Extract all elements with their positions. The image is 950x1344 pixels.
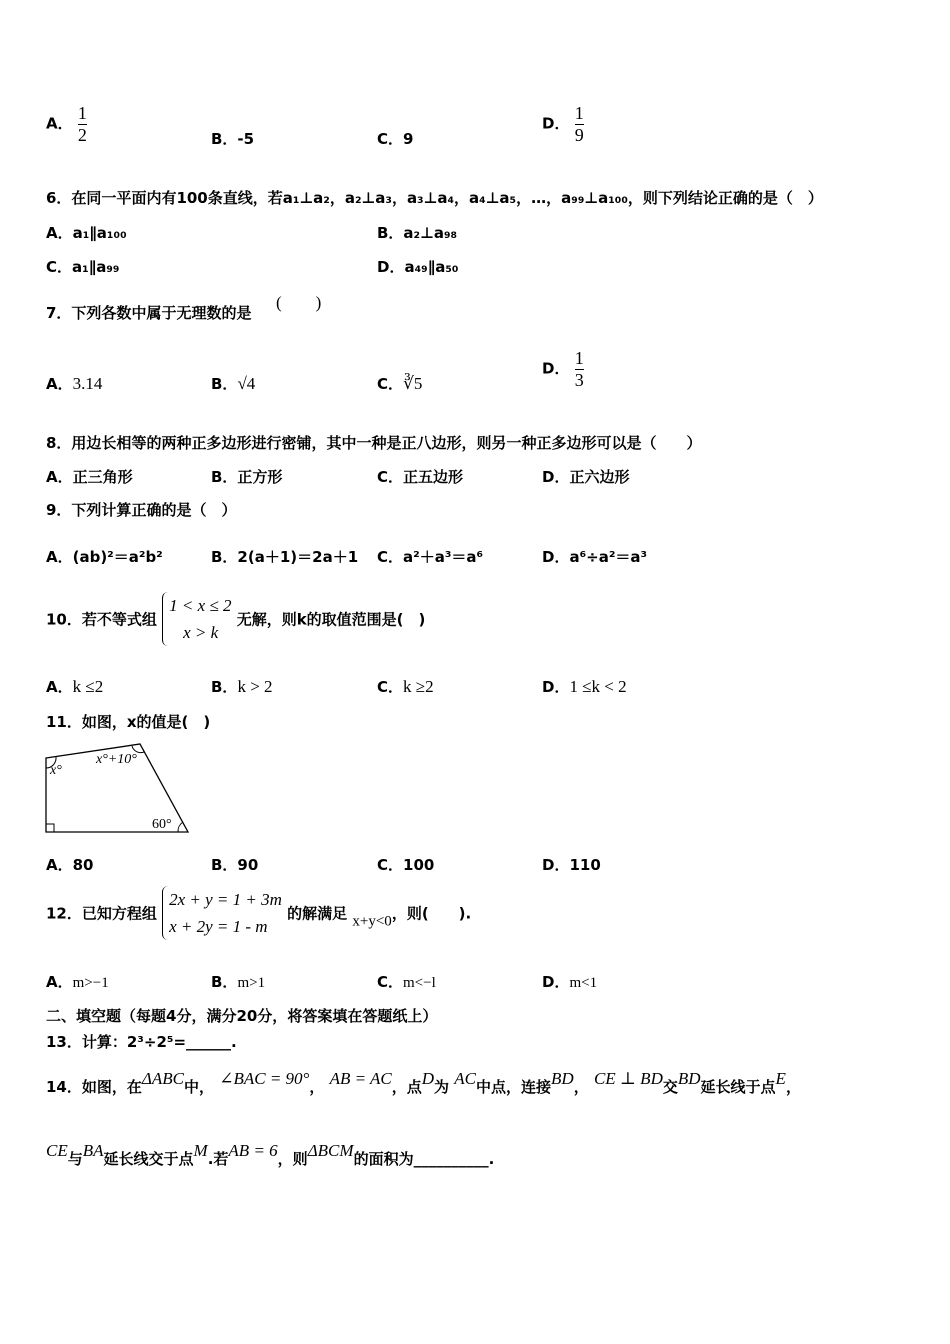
fraction: $\frac{1}{9}$: [574, 103, 584, 145]
q6-option-c: C．a₁∥a₉₉: [46, 258, 120, 276]
fraction: $\frac{1}{3}$: [574, 348, 584, 390]
section-title: 二、填空题（每题4分，满分20分，将答案填在答题纸上）: [46, 1007, 438, 1025]
q10-option-b: B．k > 2: [211, 677, 273, 696]
label-x-plus-10: x°+10°: [96, 752, 137, 767]
q9-option-c: C．a²＋a³＝a⁶: [377, 548, 484, 566]
q7-stem: 7．下列各数中属于无理数的是: [46, 304, 252, 322]
angle-arc-60: [178, 822, 183, 832]
q14-line2: CE与BA延长线交于点M.若AB = 6，则ΔBCM的面积为__________.: [46, 1141, 495, 1168]
label-x: x°: [50, 763, 62, 778]
q5-option-d: D． $\frac{1}{9}$: [542, 103, 584, 145]
q12-option-a: A．m>−1: [46, 973, 109, 991]
q7-option-c: C．∛5: [377, 374, 423, 393]
q8-stem: 8．用边长相等的两种正多边形进行密铺，其中一种是正八边形，则另一种正多边形可以是（ ）: [46, 434, 702, 452]
q10-stem: 10．若不等式组 1 < x ≤ 2 x > k 无解，则k的取值范围是( ): [46, 592, 425, 646]
q6-option-d: D．a₄₉∥a₅₀: [377, 258, 459, 276]
q8-option-d: D．正六边形: [542, 468, 630, 486]
q12-stem: 12．已知方程组 2x + y = 1 + 3m x + 2y = 1 - m 的解满足 x+y<0，则( ).: [46, 886, 471, 940]
q10-option-a: A．k ≤2: [46, 677, 104, 696]
q8-option-b: B．正方形: [211, 468, 283, 486]
q11-option-a: A．80: [46, 856, 94, 874]
q7-option-d: D． $\frac{1}{3}$: [542, 348, 584, 390]
q9-stem: 9．下列计算正确的是（ ）: [46, 501, 237, 519]
q11-option-d: D．110: [542, 856, 601, 874]
q11-quadrilateral-figure: [40, 738, 200, 838]
q8-option-c: C．正五边形: [377, 468, 464, 486]
right-angle-mark: [46, 824, 54, 832]
equation-system: 2x + y = 1 + 3m x + 2y = 1 - m: [162, 886, 282, 940]
q14-line1: 14．如图，在ΔABC中， ∠BAC = 90°， AB = AC，点D为 AC中点，连接BD， CE ⊥ BD交BD延长线于点E，: [46, 1069, 801, 1096]
q13-stem: 13．计算：2³÷2⁵=______.: [46, 1033, 237, 1051]
inequality-system: 1 < x ≤ 2 x > k: [162, 592, 231, 646]
q7-option-b: B．√4: [211, 374, 256, 393]
q9-option-b: B．2(a＋1)＝2a＋1: [211, 548, 359, 566]
q5-option-c: C．9: [377, 130, 414, 148]
q7-paren: ( ): [276, 293, 322, 312]
q9-option-a: A．(ab)²＝a²b²: [46, 548, 163, 566]
q6-option-b: B．a₂⊥a₉₈: [377, 224, 458, 242]
q6-option-a: A．a₁∥a₁₀₀: [46, 224, 127, 242]
q5-option-b: B．-5: [211, 130, 255, 148]
q12-option-b: B．m>1: [211, 973, 266, 991]
q12-option-c: C．m<−l: [377, 973, 436, 991]
q6-stem: 6．在同一平面内有100条直线，若a₁⊥a₂，a₂⊥a₃，a₃⊥a₄，a₄⊥a₅，…，a₉₉⊥a₁₀₀，则下列结论正确的是（ ）: [46, 189, 823, 207]
q11-stem: 11．如图，x的值是( ): [46, 713, 211, 731]
q9-option-d: D．a⁶÷a²＝a³: [542, 548, 648, 566]
q5-option-a: A． $\frac{1}{2}$: [46, 103, 87, 145]
q7-option-a: A．3.14: [46, 374, 103, 393]
q11-option-c: C．100: [377, 856, 435, 874]
q8-option-a: A．正三角形: [46, 468, 133, 486]
q11-option-b: B．90: [211, 856, 259, 874]
q10-option-d: D．1 ≤k < 2: [542, 677, 627, 696]
fraction: $\frac{1}{2}$: [77, 103, 87, 145]
q10-option-c: C．k ≥2: [377, 677, 434, 696]
q12-option-d: D．m<1: [542, 973, 598, 991]
label-60: 60°: [152, 817, 172, 832]
